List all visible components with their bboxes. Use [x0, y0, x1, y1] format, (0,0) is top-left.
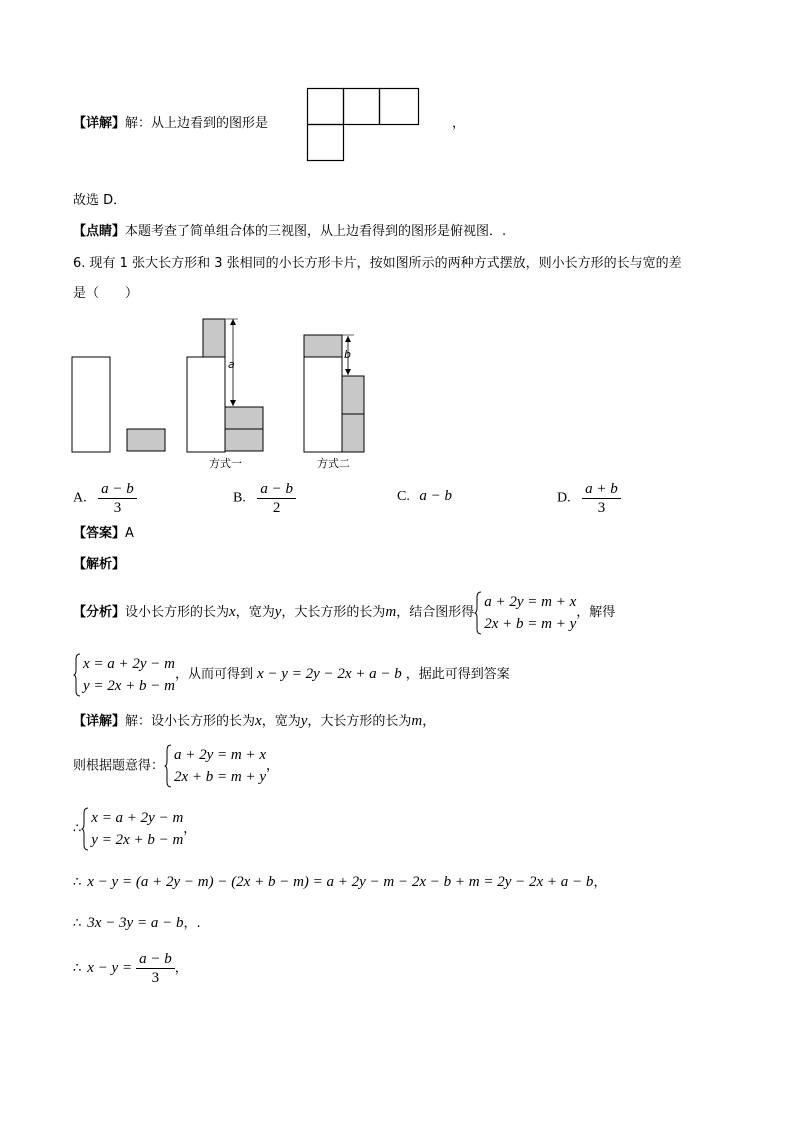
detail-2-line-1: 【详解】解：设小长方形的长为x，宽为y，大长方形的长为m， [73, 713, 436, 729]
conclusion: 故选 D． [73, 193, 127, 208]
review-text: 本题考查了简单组合体的三视图，从上边看得到的图形是俯视图．. [125, 224, 507, 239]
detail-line-1 [73, 114, 268, 134]
option-a[interactable]: A. $\frac{a - b}{3}$ [73, 480, 137, 517]
answer-line [73, 524, 134, 544]
review-label: 【点睛】 [73, 224, 126, 239]
system-equations-2: x = a + 2y − m y = 2x + b − m [73, 653, 175, 697]
answer-label: 【答案】 [73, 526, 126, 541]
detail-2-line-4: ∴ x − y = (a + 2y − m) − (2x + b − m) = a + 2y − m − 2x − b + m = 2y − 2x + a − b， [73, 874, 607, 890]
analysis-line-2: x = a + 2y − m y = 2x + b − m ，从而可得到 x − y = 2y − 2x + a − b ，据此可得到答案 [73, 652, 510, 697]
method-2-label: 方式二 [317, 457, 350, 470]
detail-text: 解：从上边看到的图形是 [125, 116, 269, 131]
top-view-figure [306, 87, 421, 163]
analysis-heading: 【解析】 [73, 557, 126, 572]
option-c[interactable]: C. a − b [397, 488, 452, 504]
method-1-label: 方式一 [209, 457, 242, 470]
system-equations-4: x = a + 2y − m y = 2x + b − m [81, 807, 183, 851]
review-line [73, 222, 506, 242]
question-line-2: 是（ ） [73, 286, 139, 301]
detail-2-line-6: ∴ x − y = $\frac{a - b}{3}$ ， [73, 951, 188, 986]
card-arrangement-figure [70, 316, 370, 474]
detail-2-line-2: 则根据题意得： a + 2y = m + x 2x + b = m + y ， [73, 744, 279, 789]
var-b-label: b [344, 348, 351, 361]
detail-2-line-5: ∴ 3x − 3y = a − b，. [73, 915, 201, 931]
detail-comma: ， [452, 116, 466, 131]
analysis-line-1: 【分析】设小长方形的长为x，宽为y，大长方形的长为m，结合图形得 a + 2y = m + x 2x + b = m + y ，解得 [73, 590, 615, 635]
option-d[interactable]: D. $\frac{a + b}{3}$ [557, 480, 621, 517]
system-equations-3: a + 2y = m + x 2x + b = m + y [164, 744, 266, 788]
detail-2-line-3: ∴ x = a + 2y − m y = 2x + b − m ， [73, 807, 196, 852]
question-line-1: 6. 现有 1 张大长方形和 3 张相同的小长方形卡片，按如图所示的两种方式摆放，则小长方形的长与宽的差 [73, 256, 682, 271]
var-a-label: a [228, 358, 235, 371]
system-equations-1: a + 2y = m + x 2x + b = m + y [474, 591, 576, 635]
answer-value: A [125, 526, 134, 541]
detail-label: 【详解】 [73, 116, 126, 131]
option-b[interactable]: B. $\frac{a - b}{2}$ [233, 480, 296, 517]
